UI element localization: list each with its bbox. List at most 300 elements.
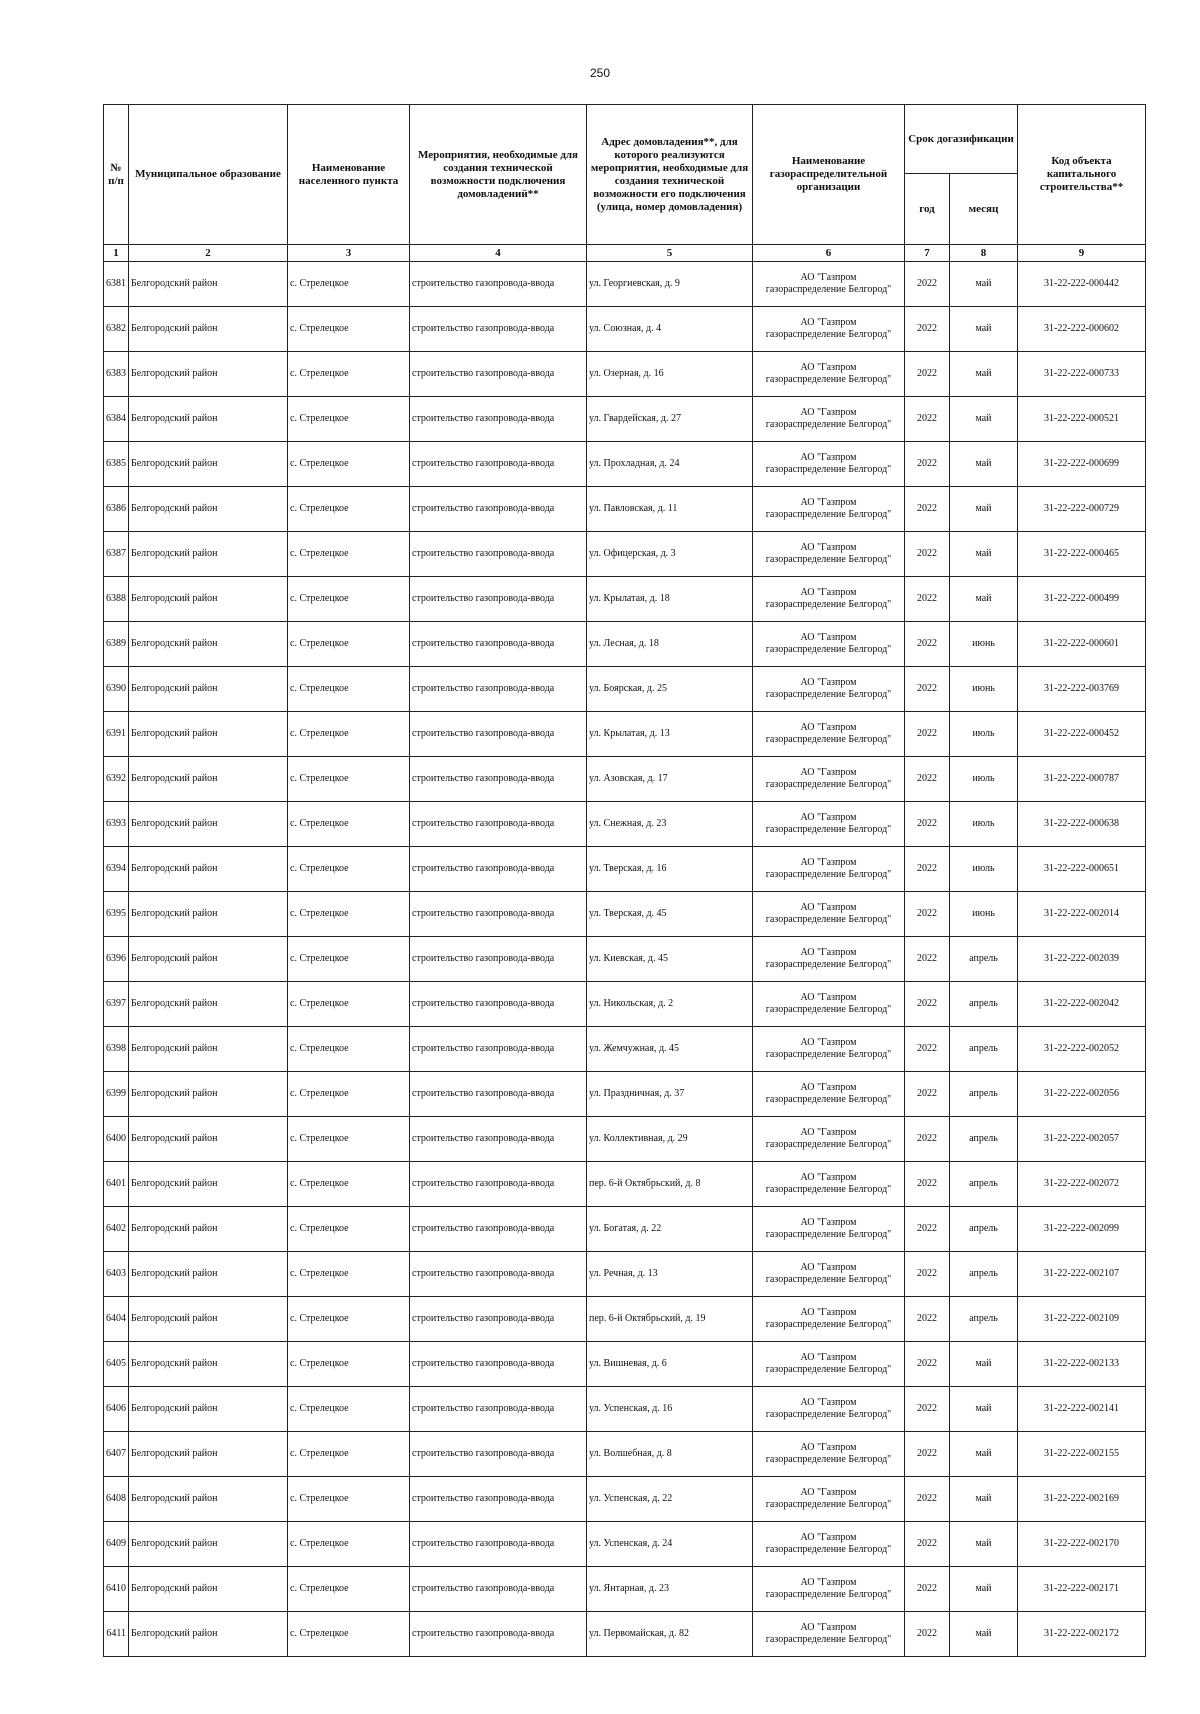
cell-address: ул. Волшебная, д. 8: [587, 1432, 753, 1477]
cell-year: 2022: [905, 937, 950, 982]
cell-object-code: 31-22-222-002107: [1018, 1252, 1146, 1297]
org-line-2: газораспределение Белгород": [765, 1139, 892, 1150]
cell-year: 2022: [905, 1432, 950, 1477]
org-line-1: АО "Газпром: [800, 1307, 857, 1318]
org-line-1: АО "Газпром: [800, 632, 857, 643]
cell-settlement: с. Стрелецкое: [288, 442, 410, 487]
cell-number: 6393: [104, 802, 129, 847]
cell-organization: [753, 847, 905, 892]
cell-month: май: [950, 577, 1018, 622]
cell-address: ул. Коллективная, д. 29: [587, 1117, 753, 1162]
column-number: 5: [587, 245, 753, 262]
cell-measure: строительство газопровода-ввода: [410, 757, 587, 802]
org-line-1: АО "Газпром: [800, 1262, 857, 1273]
cell-settlement: с. Стрелецкое: [288, 352, 410, 397]
cell-address: ул. Янтарная, д. 23: [587, 1567, 753, 1612]
cell-month: апрель: [950, 1117, 1018, 1162]
header-municipality: Муниципальное образование: [129, 105, 288, 245]
org-line-1: АО "Газпром: [800, 992, 857, 1003]
table-row: [104, 802, 1146, 847]
table-row: [104, 1612, 1146, 1657]
table-row: [104, 1207, 1146, 1252]
column-number: 2: [129, 245, 288, 262]
cell-measure: строительство газопровода-ввода: [410, 802, 587, 847]
cell-measure: строительство газопровода-ввода: [410, 667, 587, 712]
org-line-1: АО "Газпром: [800, 677, 857, 688]
org-line-2: газораспределение Белгород": [765, 824, 892, 835]
cell-organization: [753, 1477, 905, 1522]
cell-object-code: 31-22-222-000733: [1018, 352, 1146, 397]
cell-address: ул. Павловская, д. 11: [587, 487, 753, 532]
cell-number: 6388: [104, 577, 129, 622]
cell-month: июль: [950, 712, 1018, 757]
cell-number: 6407: [104, 1432, 129, 1477]
cell-settlement: с. Стрелецкое: [288, 712, 410, 757]
cell-month: апрель: [950, 982, 1018, 1027]
cell-number: 6383: [104, 352, 129, 397]
cell-year: 2022: [905, 1612, 950, 1657]
cell-month: июнь: [950, 892, 1018, 937]
cell-year: 2022: [905, 1342, 950, 1387]
cell-settlement: с. Стрелецкое: [288, 1477, 410, 1522]
org-line-1: АО "Газпром: [800, 722, 857, 733]
cell-year: 2022: [905, 1117, 950, 1162]
cell-object-code: 31-22-222-000499: [1018, 577, 1146, 622]
cell-organization: [753, 532, 905, 577]
org-line-2: газораспределение Белгород": [765, 734, 892, 745]
cell-measure: строительство газопровода-ввода: [410, 937, 587, 982]
cell-settlement: с. Стрелецкое: [288, 1072, 410, 1117]
org-line-2: газораспределение Белгород": [765, 1274, 892, 1285]
cell-object-code: 31-22-222-002056: [1018, 1072, 1146, 1117]
org-line-1: АО "Газпром: [800, 1532, 857, 1543]
cell-organization: [753, 1252, 905, 1297]
header-address: Адрес домовладения**, для которого реализуются мероприятия, необходимые для создания технической возможности его подключения (улица, номер домовладения): [587, 105, 753, 245]
cell-municipality: Белгородский район: [129, 1252, 288, 1297]
header-year: год: [905, 174, 950, 245]
cell-year: 2022: [905, 1252, 950, 1297]
page-number: 250: [589, 66, 611, 80]
cell-settlement: с. Стрелецкое: [288, 1162, 410, 1207]
table-row: [104, 1027, 1146, 1072]
cell-month: май: [950, 532, 1018, 577]
cell-month: май: [950, 1477, 1018, 1522]
org-line-2: газораспределение Белгород": [765, 1049, 892, 1060]
cell-address: ул. Азовская, д. 17: [587, 757, 753, 802]
cell-organization: [753, 442, 905, 487]
cell-number: 6402: [104, 1207, 129, 1252]
cell-measure: строительство газопровода-ввода: [410, 1477, 587, 1522]
cell-organization: [753, 1297, 905, 1342]
cell-settlement: с. Стрелецкое: [288, 262, 410, 307]
cell-organization: [753, 802, 905, 847]
table-row: [104, 487, 1146, 532]
table-row: [104, 1117, 1146, 1162]
cell-measure: строительство газопровода-ввода: [410, 1567, 587, 1612]
cell-year: 2022: [905, 712, 950, 757]
cell-object-code: 31-22-222-000465: [1018, 532, 1146, 577]
cell-year: 2022: [905, 1297, 950, 1342]
cell-object-code: 31-22-222-002172: [1018, 1612, 1146, 1657]
cell-municipality: Белгородский район: [129, 1567, 288, 1612]
cell-year: 2022: [905, 532, 950, 577]
org-line-2: газораспределение Белгород": [765, 1364, 892, 1375]
cell-object-code: 31-22-222-000521: [1018, 397, 1146, 442]
cell-settlement: с. Стрелецкое: [288, 937, 410, 982]
cell-settlement: с. Стрелецкое: [288, 1387, 410, 1432]
table-row: [104, 937, 1146, 982]
cell-municipality: Белгородский район: [129, 1207, 288, 1252]
org-line-1: АО "Газпром: [800, 1172, 857, 1183]
cell-address: ул. Прохладная, д. 24: [587, 442, 753, 487]
cell-object-code: 31-22-222-000442: [1018, 262, 1146, 307]
cell-address: ул. Тверская, д. 16: [587, 847, 753, 892]
cell-year: 2022: [905, 1522, 950, 1567]
cell-object-code: 31-22-222-002099: [1018, 1207, 1146, 1252]
cell-measure: строительство газопровода-ввода: [410, 622, 587, 667]
org-line-1: АО "Газпром: [800, 767, 857, 778]
cell-municipality: Белгородский район: [129, 937, 288, 982]
table-row: [104, 982, 1146, 1027]
cell-object-code: 31-22-222-002014: [1018, 892, 1146, 937]
cell-number: 6382: [104, 307, 129, 352]
cell-settlement: с. Стрелецкое: [288, 1522, 410, 1567]
org-line-2: газораспределение Белгород": [765, 599, 892, 610]
cell-settlement: с. Стрелецкое: [288, 307, 410, 352]
cell-number: 6405: [104, 1342, 129, 1387]
cell-month: апрель: [950, 1072, 1018, 1117]
cell-object-code: 31-22-222-002169: [1018, 1477, 1146, 1522]
cell-month: май: [950, 397, 1018, 442]
org-line-1: АО "Газпром: [800, 857, 857, 868]
cell-municipality: Белгородский район: [129, 1117, 288, 1162]
cell-month: май: [950, 1522, 1018, 1567]
cell-month: май: [950, 442, 1018, 487]
table-row: [104, 532, 1146, 577]
cell-number: 6401: [104, 1162, 129, 1207]
cell-address: ул. Крылатая, д. 18: [587, 577, 753, 622]
org-line-1: АО "Газпром: [800, 452, 857, 463]
cell-object-code: 31-22-222-002039: [1018, 937, 1146, 982]
table-row: [104, 847, 1146, 892]
org-line-2: газораспределение Белгород": [765, 914, 892, 925]
cell-organization: [753, 397, 905, 442]
cell-organization: [753, 1072, 905, 1117]
cell-organization: [753, 1342, 905, 1387]
org-line-1: АО "Газпром: [800, 542, 857, 553]
cell-year: 2022: [905, 1027, 950, 1072]
cell-settlement: с. Стрелецкое: [288, 982, 410, 1027]
cell-number: 6410: [104, 1567, 129, 1612]
cell-organization: [753, 262, 905, 307]
cell-settlement: с. Стрелецкое: [288, 757, 410, 802]
org-line-2: газораспределение Белгород": [765, 419, 892, 430]
cell-address: ул. Георгиевская, д. 9: [587, 262, 753, 307]
cell-address: ул. Первомайская, д. 82: [587, 1612, 753, 1657]
column-number: 1: [104, 245, 129, 262]
org-line-2: газораспределение Белгород": [765, 869, 892, 880]
org-line-2: газораспределение Белгород": [765, 374, 892, 385]
cell-measure: строительство газопровода-ввода: [410, 1162, 587, 1207]
cell-municipality: Белгородский район: [129, 532, 288, 577]
cell-year: 2022: [905, 487, 950, 532]
cell-address: ул. Богатая, д. 22: [587, 1207, 753, 1252]
cell-settlement: с. Стрелецкое: [288, 1027, 410, 1072]
cell-object-code: 31-22-222-002057: [1018, 1117, 1146, 1162]
cell-month: май: [950, 352, 1018, 397]
table-row: [104, 1432, 1146, 1477]
org-line-2: газораспределение Белгород": [765, 464, 892, 475]
column-number: 8: [950, 245, 1018, 262]
cell-municipality: Белгородский район: [129, 982, 288, 1027]
cell-municipality: Белгородский район: [129, 667, 288, 712]
org-line-1: АО "Газпром: [800, 1127, 857, 1138]
header-num: № п/п: [104, 105, 129, 245]
org-line-1: АО "Газпром: [800, 362, 857, 373]
cell-municipality: Белгородский район: [129, 397, 288, 442]
org-line-2: газораспределение Белгород": [765, 1409, 892, 1420]
cell-month: май: [950, 1567, 1018, 1612]
cell-number: 6391: [104, 712, 129, 757]
org-line-1: АО "Газпром: [800, 902, 857, 913]
cell-object-code: 31-22-222-000699: [1018, 442, 1146, 487]
cell-address: ул. Праздничная, д. 37: [587, 1072, 753, 1117]
header-org: Наименование газораспределительной организации: [753, 105, 905, 245]
org-line-2: газораспределение Белгород": [765, 1229, 892, 1240]
cell-year: 2022: [905, 892, 950, 937]
cell-year: 2022: [905, 982, 950, 1027]
cell-measure: строительство газопровода-ввода: [410, 307, 587, 352]
cell-year: 2022: [905, 1207, 950, 1252]
org-line-2: газораспределение Белгород": [765, 1094, 892, 1105]
cell-settlement: с. Стрелецкое: [288, 397, 410, 442]
cell-municipality: Белгородский район: [129, 622, 288, 667]
org-line-2: газораспределение Белгород": [765, 644, 892, 655]
org-line-2: газораспределение Белгород": [765, 1319, 892, 1330]
org-line-1: АО "Газпром: [800, 587, 857, 598]
org-line-1: АО "Газпром: [800, 272, 857, 283]
org-line-2: газораспределение Белгород": [765, 959, 892, 970]
cell-address: ул. Снежная, д. 23: [587, 802, 753, 847]
cell-measure: строительство газопровода-ввода: [410, 1342, 587, 1387]
cell-measure: строительство газопровода-ввода: [410, 847, 587, 892]
cell-year: 2022: [905, 1162, 950, 1207]
cell-municipality: Белгородский район: [129, 262, 288, 307]
cell-month: июнь: [950, 667, 1018, 712]
header-measures: Мероприятия, необходимые для создания технической возможности подключения домовладений**: [410, 105, 587, 245]
table-row: [104, 1162, 1146, 1207]
cell-measure: строительство газопровода-ввода: [410, 1072, 587, 1117]
cell-organization: [753, 1567, 905, 1612]
org-line-1: АО "Газпром: [800, 1217, 857, 1228]
cell-measure: строительство газопровода-ввода: [410, 532, 587, 577]
cell-object-code: 31-22-222-000638: [1018, 802, 1146, 847]
cell-municipality: Белгородский район: [129, 712, 288, 757]
cell-address: ул. Озерная, д. 16: [587, 352, 753, 397]
cell-object-code: 31-22-222-002133: [1018, 1342, 1146, 1387]
cell-municipality: Белгородский район: [129, 1387, 288, 1432]
cell-number: 6400: [104, 1117, 129, 1162]
cell-month: май: [950, 307, 1018, 352]
cell-settlement: с. Стрелецкое: [288, 1342, 410, 1387]
cell-year: 2022: [905, 847, 950, 892]
cell-measure: строительство газопровода-ввода: [410, 1207, 587, 1252]
cell-number: 6409: [104, 1522, 129, 1567]
table-row: [104, 1387, 1146, 1432]
cell-organization: [753, 352, 905, 397]
org-line-1: АО "Газпром: [800, 1397, 857, 1408]
cell-organization: [753, 1522, 905, 1567]
cell-measure: строительство газопровода-ввода: [410, 1117, 587, 1162]
cell-measure: строительство газопровода-ввода: [410, 577, 587, 622]
column-number: 4: [410, 245, 587, 262]
cell-organization: [753, 757, 905, 802]
cell-municipality: Белгородский район: [129, 1027, 288, 1072]
cell-object-code: 31-22-222-003769: [1018, 667, 1146, 712]
header-code: Код объекта капитального строительства**: [1018, 105, 1146, 245]
table-row: [104, 1477, 1146, 1522]
org-line-2: газораспределение Белгород": [765, 1454, 892, 1465]
cell-organization: [753, 892, 905, 937]
cell-measure: строительство газопровода-ввода: [410, 352, 587, 397]
table-row: [104, 397, 1146, 442]
cell-object-code: 31-22-222-000601: [1018, 622, 1146, 667]
cell-month: май: [950, 262, 1018, 307]
cell-settlement: с. Стрелецкое: [288, 1432, 410, 1477]
cell-organization: [753, 1432, 905, 1477]
cell-municipality: Белгородский район: [129, 1432, 288, 1477]
cell-address: ул. Речная, д. 13: [587, 1252, 753, 1297]
cell-measure: строительство газопровода-ввода: [410, 1297, 587, 1342]
cell-year: 2022: [905, 1567, 950, 1612]
cell-number: 6385: [104, 442, 129, 487]
cell-municipality: Белгородский район: [129, 892, 288, 937]
cell-month: май: [950, 487, 1018, 532]
cell-year: 2022: [905, 352, 950, 397]
org-line-1: АО "Газпром: [800, 317, 857, 328]
org-line-1: АО "Газпром: [800, 1037, 857, 1048]
cell-month: июль: [950, 757, 1018, 802]
cell-organization: [753, 1027, 905, 1072]
cell-organization: [753, 667, 905, 712]
cell-month: июнь: [950, 622, 1018, 667]
cell-measure: строительство газопровода-ввода: [410, 1387, 587, 1432]
cell-organization: [753, 487, 905, 532]
cell-object-code: 31-22-222-002052: [1018, 1027, 1146, 1072]
cell-number: 6396: [104, 937, 129, 982]
cell-municipality: Белгородский район: [129, 1342, 288, 1387]
cell-organization: [753, 577, 905, 622]
table-row: [104, 1567, 1146, 1612]
column-number: 6: [753, 245, 905, 262]
cell-number: 6394: [104, 847, 129, 892]
cell-number: 6395: [104, 892, 129, 937]
table-row: [104, 352, 1146, 397]
cell-address: ул. Вишневая, д. 6: [587, 1342, 753, 1387]
org-line-1: АО "Газпром: [800, 812, 857, 823]
cell-number: 6392: [104, 757, 129, 802]
org-line-1: АО "Газпром: [800, 947, 857, 958]
cell-address: ул. Союзная, д. 4: [587, 307, 753, 352]
cell-settlement: с. Стрелецкое: [288, 577, 410, 622]
cell-object-code: 31-22-222-000452: [1018, 712, 1146, 757]
cell-address: ул. Лесная, д. 18: [587, 622, 753, 667]
cell-month: апрель: [950, 1027, 1018, 1072]
cell-object-code: 31-22-222-002109: [1018, 1297, 1146, 1342]
cell-municipality: Белгородский район: [129, 442, 288, 487]
cell-municipality: Белгородский район: [129, 487, 288, 532]
cell-settlement: с. Стрелецкое: [288, 667, 410, 712]
table-body: [104, 262, 1146, 1657]
cell-measure: строительство газопровода-ввода: [410, 1612, 587, 1657]
cell-object-code: 31-22-222-002155: [1018, 1432, 1146, 1477]
cell-organization: [753, 937, 905, 982]
cell-organization: [753, 1162, 905, 1207]
cell-organization: [753, 1207, 905, 1252]
cell-municipality: Белгородский район: [129, 1297, 288, 1342]
cell-year: 2022: [905, 307, 950, 352]
cell-year: 2022: [905, 757, 950, 802]
cell-address: ул. Офицерская, д. 3: [587, 532, 753, 577]
org-line-1: АО "Газпром: [800, 1352, 857, 1363]
gasification-table: [103, 104, 1146, 1657]
cell-month: июль: [950, 847, 1018, 892]
cell-settlement: с. Стрелецкое: [288, 1117, 410, 1162]
cell-settlement: с. Стрелецкое: [288, 622, 410, 667]
cell-object-code: 31-22-222-000602: [1018, 307, 1146, 352]
cell-address: ул. Гвардейская, д. 27: [587, 397, 753, 442]
cell-settlement: с. Стрелецкое: [288, 1207, 410, 1252]
cell-organization: [753, 712, 905, 757]
table-row: [104, 1297, 1146, 1342]
cell-month: май: [950, 1612, 1018, 1657]
cell-settlement: с. Стрелецкое: [288, 802, 410, 847]
table-row: [104, 577, 1146, 622]
cell-address: ул. Успенская, д. 24: [587, 1522, 753, 1567]
column-number: 3: [288, 245, 410, 262]
cell-organization: [753, 307, 905, 352]
cell-number: 6389: [104, 622, 129, 667]
header-month: месяц: [950, 174, 1018, 245]
cell-measure: строительство газопровода-ввода: [410, 892, 587, 937]
cell-month: июль: [950, 802, 1018, 847]
cell-year: 2022: [905, 1072, 950, 1117]
cell-organization: [753, 1387, 905, 1432]
cell-municipality: Белгородский район: [129, 847, 288, 892]
cell-year: 2022: [905, 622, 950, 667]
table-row: [104, 757, 1146, 802]
org-line-2: газораспределение Белгород": [765, 554, 892, 565]
cell-object-code: 31-22-222-002171: [1018, 1567, 1146, 1612]
cell-object-code: 31-22-222-000729: [1018, 487, 1146, 532]
table-row: [104, 1072, 1146, 1117]
cell-number: 6390: [104, 667, 129, 712]
cell-address: ул. Никольская, д. 2: [587, 982, 753, 1027]
cell-year: 2022: [905, 397, 950, 442]
table-row: [104, 622, 1146, 667]
cell-object-code: 31-22-222-000651: [1018, 847, 1146, 892]
cell-object-code: 31-22-222-002170: [1018, 1522, 1146, 1567]
cell-municipality: Белгородский район: [129, 1477, 288, 1522]
cell-number: 6406: [104, 1387, 129, 1432]
cell-month: апрель: [950, 1162, 1018, 1207]
cell-settlement: с. Стрелецкое: [288, 487, 410, 532]
cell-number: 6399: [104, 1072, 129, 1117]
cell-municipality: Белгородский район: [129, 307, 288, 352]
cell-object-code: 31-22-222-002042: [1018, 982, 1146, 1027]
cell-settlement: с. Стрелецкое: [288, 1297, 410, 1342]
cell-settlement: с. Стрелецкое: [288, 1567, 410, 1612]
